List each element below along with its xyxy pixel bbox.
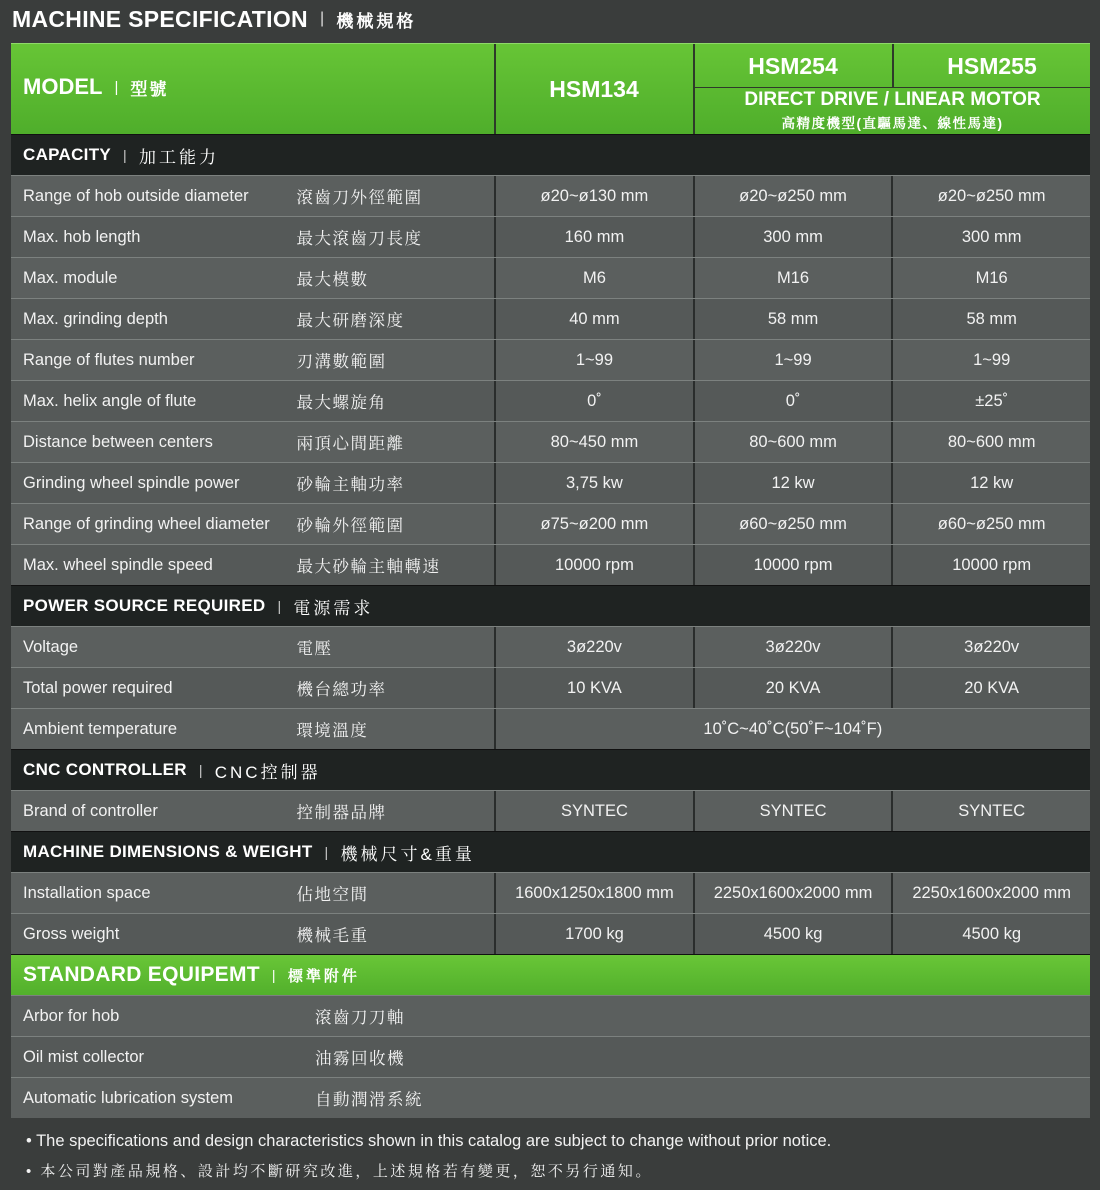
row-label-zh: 最大砂輪主軸轉速 (296, 558, 441, 576)
cell-hsm254: 10000 rpm (693, 545, 892, 585)
equipment-zh: 油霧回收機 (315, 1050, 405, 1068)
separator: | (271, 967, 276, 983)
cell-hsm254: ø60~ø250 mm (693, 504, 892, 544)
section-title-en: STANDARD EQUIPEMT (23, 963, 260, 986)
row-label-zh: 滾齒刀外徑範圍 (296, 189, 423, 207)
cell-hsm254: 0˚ (693, 381, 892, 421)
model-label-zh: 型號 (130, 79, 169, 99)
separator: | (324, 844, 329, 860)
table-row (11, 462, 1090, 503)
table-row (11, 790, 1090, 831)
table-row (11, 872, 1090, 913)
table-row (11, 175, 1090, 216)
cell-hsm134: 1600x1250x1800 mm (494, 873, 693, 913)
separator: | (198, 762, 203, 778)
row-label-zh: 機械毛重 (296, 927, 369, 945)
table-row (11, 626, 1090, 667)
cell-hsm254: ø20~ø250 mm (693, 176, 892, 216)
cell-hsm134: 3,75 kw (494, 463, 693, 503)
row-label-en: Installation space (23, 883, 151, 902)
footnote-en: • The specifications and design characteristics shown in this catalog are subject to change without prior notice. (26, 1132, 832, 1150)
cell-hsm134: 1~99 (494, 340, 693, 380)
table-row (11, 503, 1090, 544)
row-label-en: Brand of controller (23, 801, 158, 820)
cell-hsm255: ø60~ø250 mm (891, 504, 1090, 544)
row-label-zh: 電壓 (296, 640, 333, 658)
row-label-zh: 砂輪主軸功率 (296, 476, 405, 494)
cell-hsm254: 12 kw (693, 463, 892, 503)
cell-hsm255: 10000 rpm (891, 545, 1090, 585)
model-label-en: MODEL (23, 74, 103, 99)
cell-hsm254: 1~99 (693, 340, 892, 380)
cell-hsm255: 12 kw (891, 463, 1090, 503)
table-row (11, 339, 1090, 380)
equipment-en: Arbor for hob (23, 1006, 120, 1025)
model-hsm255: HSM255 (947, 52, 1037, 79)
row-label-zh: 佔地空間 (296, 886, 369, 904)
cell-hsm254: 20 KVA (693, 668, 892, 708)
cell-hsm255: 1~99 (891, 340, 1090, 380)
row-label-en: Max. hob length (23, 227, 141, 246)
section-power (11, 585, 1090, 626)
section-standard-equipment (11, 954, 1090, 995)
row-label-zh: 最大螺旋角 (296, 394, 387, 412)
drive-type-en: DIRECT DRIVE / LINEAR MOTOR (744, 89, 1041, 110)
cell-hsm134: 80~450 mm (494, 422, 693, 462)
title-en: MACHINE SPECIFICATION (12, 5, 308, 32)
dimension-rows (11, 872, 1090, 954)
row-label-zh: 機台總功率 (296, 681, 387, 699)
cell-hsm255: SYNTEC (891, 791, 1090, 831)
section-title-zh: 機械尺寸&重量 (340, 844, 475, 864)
cell-hsm255: 3ø220v (891, 627, 1090, 667)
section-capacity (11, 134, 1090, 175)
cell-hsm255: ø20~ø250 mm (891, 176, 1090, 216)
drive-type-zh: 高精度機型(直驅馬達、線性馬達) (781, 116, 1004, 131)
cell-hsm134: M6 (494, 258, 693, 298)
list-item (11, 1036, 1090, 1077)
row-label-zh: 控制器品牌 (296, 804, 387, 822)
page-title (12, 4, 416, 34)
row-label-en: Gross weight (23, 924, 120, 943)
cell-hsm134: 0˚ (494, 381, 693, 421)
row-label-zh: 兩頂心間距離 (296, 435, 405, 453)
power-rows (11, 626, 1090, 749)
table-row (11, 216, 1090, 257)
table-row (11, 380, 1090, 421)
cell-hsm255: ±25˚ (891, 381, 1090, 421)
section-title-en: CNC CONTROLLER (23, 760, 187, 779)
cell-hsm255: 80~600 mm (891, 422, 1090, 462)
section-title-zh: 電源需求 (293, 598, 374, 618)
footnote-zh: • 本公司對產品規格、設計均不斷研究改進，上述規格若有變更，恕不另行通知。 (26, 1163, 653, 1180)
row-label-zh: 環境溫度 (296, 722, 369, 740)
cell-hsm255: 2250x1600x2000 mm (891, 873, 1090, 913)
table-row (11, 421, 1090, 462)
cell-hsm254: 4500 kg (693, 914, 892, 954)
row-label-en: Max. grinding depth (23, 309, 168, 328)
cell-hsm254: 58 mm (693, 299, 892, 339)
row-label-zh: 最大研磨深度 (296, 312, 405, 330)
cell-hsm255: 20 KVA (891, 668, 1090, 708)
title-separator: | (319, 10, 325, 27)
row-label-zh: 砂輪外徑範圍 (296, 517, 405, 535)
cell-hsm255: 58 mm (891, 299, 1090, 339)
cell-ambient-all: 10˚C~40˚C(50˚F~104˚F) (494, 709, 1090, 749)
equipment-en: Oil mist collector (23, 1047, 145, 1066)
model-hsm254: HSM254 (748, 52, 838, 79)
row-label-en: Range of hob outside diameter (23, 186, 249, 205)
cell-hsm134: 3ø220v (494, 627, 693, 667)
row-label-en: Grinding wheel spindle power (23, 473, 240, 492)
row-label-en: Voltage (23, 637, 79, 656)
cell-hsm254: 300 mm (693, 217, 892, 257)
model-hsm134: HSM134 (549, 75, 639, 102)
model-label (23, 74, 168, 100)
table-row (11, 298, 1090, 339)
row-label-en: Distance between centers (23, 432, 213, 451)
section-cnc (11, 749, 1090, 790)
table-row (11, 544, 1090, 585)
section-title-zh: CNC控制器 (214, 762, 321, 782)
section-title-zh: 加工能力 (138, 147, 219, 167)
cell-hsm255: M16 (891, 258, 1090, 298)
cell-hsm134: ø20~ø130 mm (494, 176, 693, 216)
cell-hsm255: 4500 kg (891, 914, 1090, 954)
cell-hsm134: 160 mm (494, 217, 693, 257)
cell-hsm255: 300 mm (891, 217, 1090, 257)
table-row (11, 708, 1090, 749)
cell-hsm254: M16 (693, 258, 892, 298)
section-title-en: CAPACITY (23, 145, 112, 164)
cell-hsm254: 80~600 mm (693, 422, 892, 462)
row-label-zh: 最大模數 (296, 271, 369, 289)
list-item (11, 1077, 1090, 1118)
spec-table (11, 43, 1090, 1118)
cell-hsm134: ø75~ø200 mm (494, 504, 693, 544)
cell-hsm134: SYNTEC (494, 791, 693, 831)
row-label-en: Max. helix angle of flute (23, 391, 197, 410)
cell-hsm254: 2250x1600x2000 mm (693, 873, 892, 913)
equipment-rows (11, 995, 1090, 1118)
model-header (11, 43, 1090, 134)
section-title-en: MACHINE DIMENSIONS & WEIGHT (23, 842, 313, 861)
section-title-en: POWER SOURCE REQUIRED (23, 596, 266, 615)
title-zh: 機械規格 (336, 11, 417, 31)
separator: | (277, 598, 282, 614)
cell-hsm134: 1700 kg (494, 914, 693, 954)
section-title-zh: 標準附件 (287, 967, 360, 985)
row-label-en: Ambient temperature (23, 719, 178, 738)
cell-hsm254: 3ø220v (693, 627, 892, 667)
cell-hsm134: 40 mm (494, 299, 693, 339)
cell-hsm254: SYNTEC (693, 791, 892, 831)
row-label-en: Max. module (23, 268, 118, 287)
equipment-zh: 滾齒刀刀軸 (315, 1009, 405, 1027)
cell-hsm134: 10000 rpm (494, 545, 693, 585)
table-row (11, 257, 1090, 298)
list-item (11, 995, 1090, 1036)
row-label-en: Range of grinding wheel diameter (23, 514, 270, 533)
equipment-zh: 自動潤滑系統 (315, 1091, 423, 1109)
cnc-rows (11, 790, 1090, 831)
capacity-rows (11, 175, 1090, 585)
row-label-zh: 刃溝數範圍 (296, 353, 387, 371)
row-label-en: Total power required (23, 678, 173, 697)
cell-hsm134: 10 KVA (494, 668, 693, 708)
separator: | (123, 147, 127, 163)
footnotes (26, 1132, 831, 1190)
row-label-en: Range of flutes number (23, 350, 195, 369)
row-label-en: Max. wheel spindle speed (23, 555, 213, 574)
row-label-zh: 最大滾齒刀長度 (296, 230, 423, 248)
separator: | (114, 78, 119, 96)
table-row (11, 913, 1090, 954)
equipment-en: Automatic lubrication system (23, 1088, 233, 1107)
table-row (11, 667, 1090, 708)
section-dimensions (11, 831, 1090, 872)
